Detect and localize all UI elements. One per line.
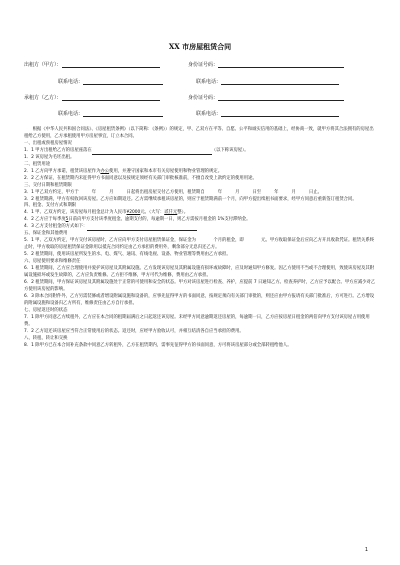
address-line bbox=[92, 150, 212, 155]
lessor-line bbox=[62, 62, 160, 68]
clause-5-2: 5．2 租赁期间，使用该房屋所发生的水、电、煤气、通讯、有线电视、设备、物业管理等费用由乙方承担。 bbox=[24, 252, 231, 258]
lessee-phone-label: 联系电话： bbox=[58, 111, 84, 117]
section-heading-5: 五、保证金和其他费用 bbox=[24, 231, 68, 237]
clause-4-2-text: 4．2 乙方应于每季度 bbox=[24, 217, 66, 223]
lessee-field bbox=[24, 95, 160, 101]
clause-7-2: 7．2 乙方返还该房屋应当符合正常使用后的状态。返还时，应经甲方验收认可，并相互结清各自应当承担的费用。 bbox=[24, 328, 244, 334]
lessee-label: 承租方（乙方）： bbox=[24, 95, 62, 101]
lessee-phone2-line bbox=[221, 111, 339, 117]
clause-6-1: 6．1 租赁期间，乙方应合理使用并爱护该房屋及其附属设施。乙方发现该房屋及其附属设施有损坏或故障时，应及时通知甲方修复。因乙方使用不当或不合理使用，致使该房屋及其附属设施损坏或发生故障的，乙方应负责维修。乙方拒不维修，甲方可代为维修，费用由乙方承担。 bbox=[24, 266, 375, 279]
lessor-id-line bbox=[218, 62, 344, 68]
lessor-phone2-field bbox=[196, 79, 339, 85]
usage-value: 办公 bbox=[100, 168, 110, 174]
lessor-phone2-label: 联系电话： bbox=[196, 79, 222, 85]
page-number: 1 bbox=[364, 547, 368, 553]
lessor-phone-label: 联系电话： bbox=[58, 79, 84, 85]
lessor-phone2-line bbox=[221, 79, 339, 85]
clause-4-3 bbox=[24, 224, 376, 231]
clause-4-1-tail: 整）。 bbox=[177, 210, 189, 216]
clause-5-1: 5．1 甲、乙双方约定，甲方交付该房屋时，乙方应向甲方支付房屋租赁保证金，保证金为 个月的租金，即 元。甲方收取保证金后应向乙方开具收款凭证。租赁关系终止时，甲方收取的房屋租赁保证金除用以抵充合同约定由乙方承担的费用外，剩余部分无息归还乙方。 bbox=[24, 238, 375, 251]
clause-4-3-text: 4．3 乙方支付租金的方式如下： bbox=[24, 224, 88, 230]
section-heading-7: 七、房屋返还时的状态 bbox=[24, 307, 68, 313]
payment-method-line bbox=[87, 226, 197, 231]
clause-3-2: 3．2 租赁期满，甲方有权收回该房屋。乙方应如期返还。乙方需继续承租该房屋的，则应于租赁期满前一个月，向甲方提出续租书面要求，经甲方同意后重新签订租赁合同。 bbox=[24, 196, 357, 202]
clause-2-1-text: 2．1 乙方向甲方承诺，租赁该房屋作为 bbox=[24, 168, 101, 174]
lessor-phone-field bbox=[58, 79, 163, 85]
clause-7-1: 7．1 除甲方同意乙方续租外，乙方应在本合同的租期届满后之日起返还该房屋。未经甲方同意逾期返还房屋的，每逾期一日，乙方应按房屋日租金的两倍向甲方支付该房屋占用使用费。 bbox=[24, 314, 370, 327]
payment-day: 5 bbox=[65, 217, 69, 223]
lessee-phone-line bbox=[83, 111, 163, 117]
lessee-phone2-field bbox=[196, 111, 339, 117]
rent-amount-words: 贰仟元 bbox=[164, 210, 178, 216]
lessee-id-line bbox=[218, 95, 344, 101]
section-heading-1: 一、出租或预租房屋情况 bbox=[24, 140, 72, 146]
clause-4-2-tail: 日前向甲方支付该季度租金。逾期支付的，每逾期一日，则乙方需按月租金的 1%支付滞纳金。 bbox=[68, 217, 251, 223]
clause-8-1: 8．1 除甲方已在本合同补充条款中同意乙方转租外，乙方在租赁期内，需事先征得甲方的书面同意，方可将该房屋部分或全部转租给他人。 bbox=[24, 342, 292, 348]
rent-amount: ¥2000 bbox=[126, 210, 141, 216]
section-heading-6: 六、房屋使用要求和维修责任 bbox=[24, 259, 81, 265]
clause-2-1 bbox=[24, 169, 376, 176]
section-heading-3: 三、交付日期和租赁期限 bbox=[24, 182, 72, 188]
lessor-phone-line bbox=[83, 79, 163, 85]
lessee-phone-field bbox=[58, 111, 163, 117]
contract-title: XX 市房屋租赁合同 bbox=[168, 42, 232, 51]
clause-4-1-mid: 元。（大写： bbox=[140, 210, 165, 216]
section-heading-8: 八、转租、转让和交换 bbox=[24, 335, 68, 341]
clause-6-2: 6．2 租赁期间，甲方保证该房屋及其附属设施处于正常的可使用和安全的状态。甲方对该房屋进行检查、养护，应提前 7 日通知乙方。检查养护时，乙方应予以配合。甲方应减少对乙方使用该房屋的影响。 bbox=[24, 279, 376, 292]
intro-paragraph: 根据《中华人民共和国合同法》、《房屋租赁条例》（以下简称：《条例》）的规定，甲、乙双方在平等、自愿、公平和诚实信用的基础上，经协商一致，就甲方将其合法拥有的房屋出租给乙方使用，乙方承租使用甲方房屋事宜，订立本合同。 bbox=[24, 127, 374, 139]
lessee-phone2-label: 联系电话： bbox=[196, 111, 222, 117]
lessor-field bbox=[24, 62, 160, 68]
clause-4-1-text: 4．1 甲、乙双方约定，该房屋每月租金总计为人民币 bbox=[24, 210, 127, 216]
clause-2-1-tail: 使用，并遵守国家和本市有关房屋使用和物业管理的规定。 bbox=[109, 168, 223, 174]
clause-6-3: 6．3 除本合同附件外，乙方另需装修或者增设附属设施和设备的，应事先征得甲方的书面同意，按规定须向有关部门审批的，则还应由甲方报请有关部门批准后，方可进行。乙方增设的附属设施和设备归乙方所有，维修责任由乙方自行承担。 bbox=[24, 293, 375, 306]
clause-1-1 bbox=[24, 148, 376, 155]
clause-1-2: 1．2 该房屋为毛坯出租。 bbox=[24, 154, 75, 160]
lessee-id-label: 身份证号码： bbox=[188, 95, 219, 101]
clause-3-1: 3．1 甲乙双方约定，甲方于 年 月 日起将出租房屋交付乙方使用，租赁期自 年 月 日至 年 月 日止。 bbox=[24, 189, 322, 195]
section-heading-2: 二、租赁用途 bbox=[24, 161, 51, 167]
lessee-id-field bbox=[188, 95, 344, 101]
contract-body bbox=[24, 127, 376, 350]
lessee-line bbox=[62, 95, 160, 101]
clause-1-1-text: 1．1 甲方出租给乙方的房屋座落在 bbox=[24, 147, 92, 153]
lessor-label: 出租方（甲方）： bbox=[24, 62, 62, 68]
lessor-id-field bbox=[188, 62, 344, 68]
clause-1-1-tail: （以下称该房屋）。 bbox=[211, 147, 249, 153]
section-heading-4: 四、租金、支付方式和期限 bbox=[24, 203, 77, 209]
lessor-id-label: 身份证号码： bbox=[188, 62, 219, 68]
clause-2-2: 2．2 乙方保证，在租赁期内未征得甲方书面同意以及按规定须经有关部门审批核准前，不擅自改变上款约定的使用用途。 bbox=[24, 175, 257, 181]
